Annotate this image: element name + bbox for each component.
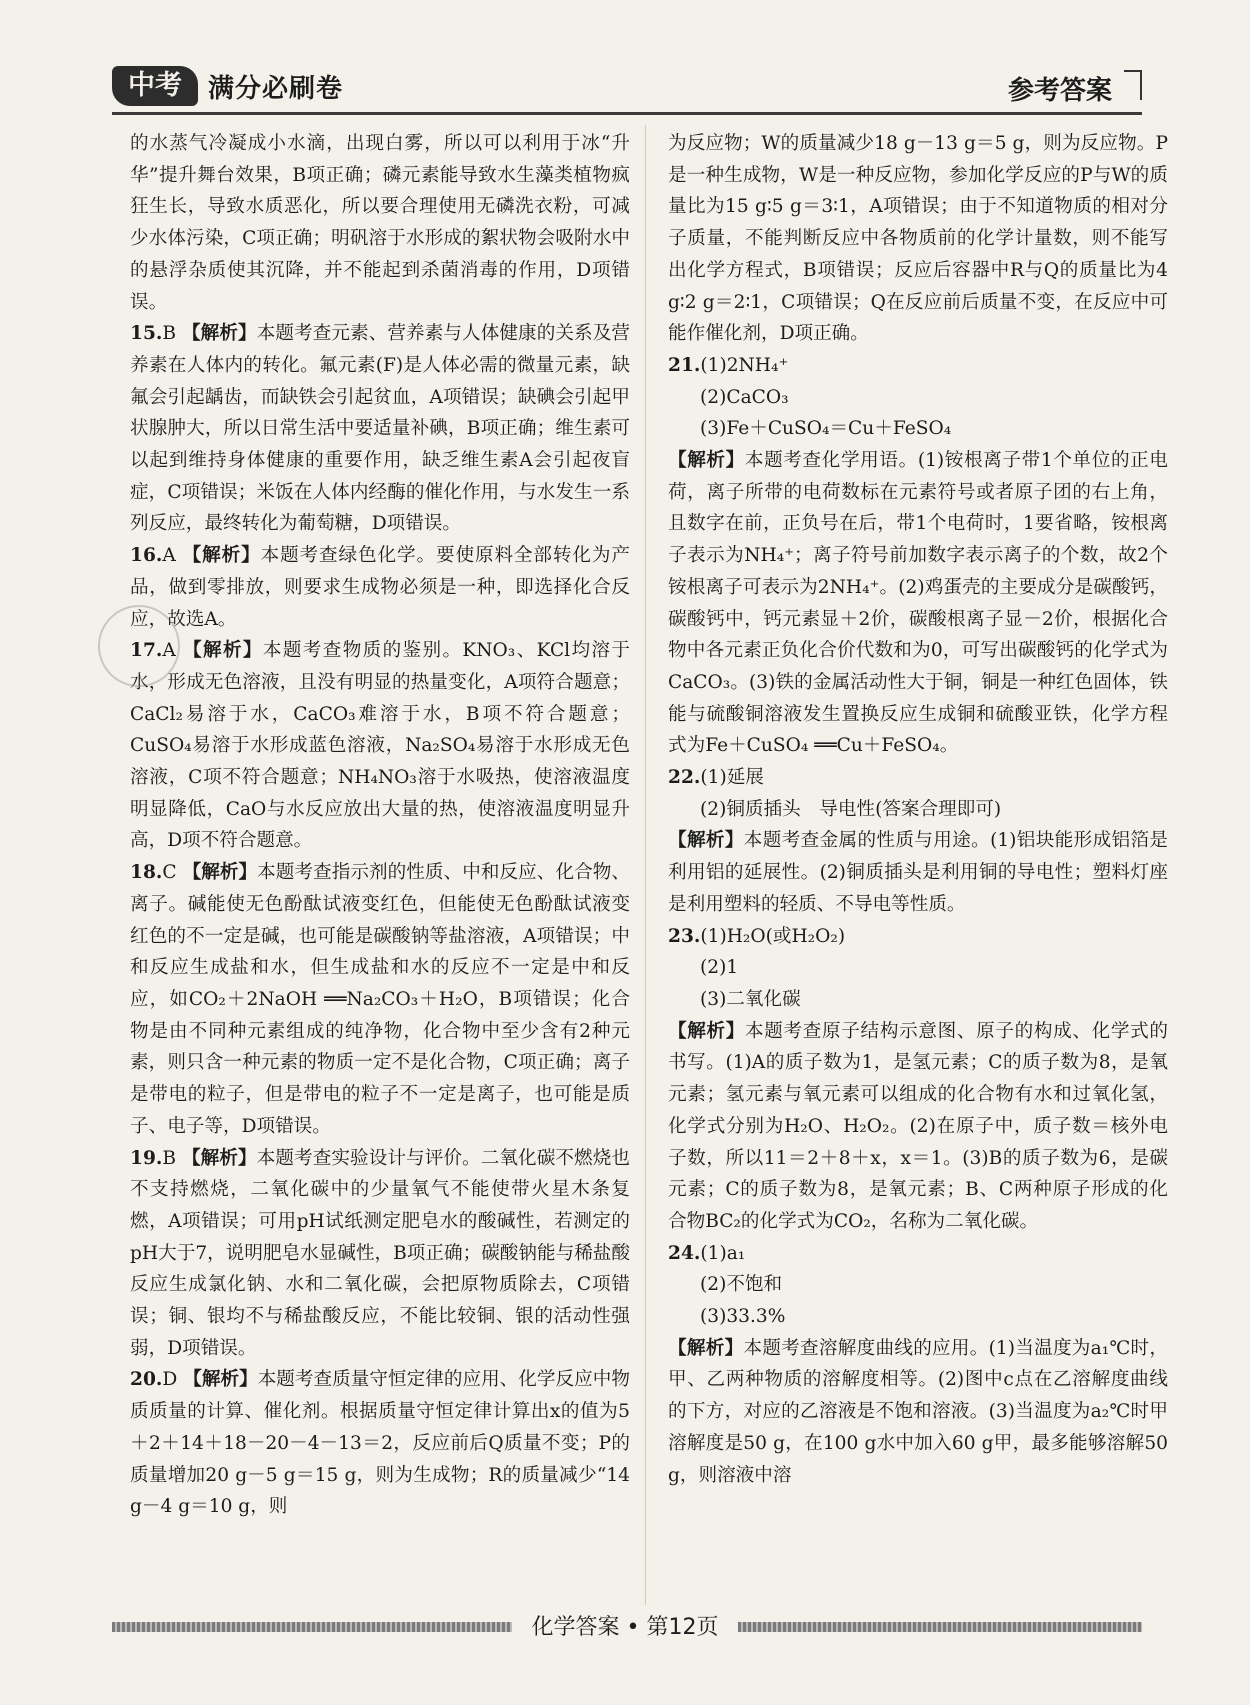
answer-23 (668, 921, 1168, 953)
analysis-text: 本题考查化学用语。(1)铵根离子带1个单位的正电荷，离子所带的电荷数标在元素符号或者原子团的右上角，且数字在前，正负号在后，带1个电荷时，1要省略，铵根离子表示为NH₄⁺；离子符号前加数字表示离子的个数，故2个铵根离子可表示为2NH₄⁺。(2)鸡蛋壳的主要成分是碳酸钙，碳酸钙中，钙元素显＋2价，碳酸根离子显－2价，根据化合物中各元素正负化合价代数和为0，可写出碳酸钙的化学式为CaCO₃。(3)铁的金属活动性大于铜，铜是一种红色固体，铁能与硫酸铜溶液发生置换反应生成铜和硫酸亚铁，化学方程式为Fe＋CuSO₄ ══Cu＋FeSO₄。 (668, 450, 1168, 757)
answer-19 (130, 1143, 630, 1365)
answer-line: (1)2NH₄⁺ (700, 354, 789, 376)
answer-line: (2)CaCO₃ (700, 386, 789, 408)
analysis-label: 【解析】 (668, 1020, 746, 1042)
answer-line: (3)二氧化碳 (700, 988, 801, 1010)
question-number: 21. (668, 354, 701, 376)
analysis-text: 本题考查物质的鉴别。KNO₃、KCl均溶于水，形成无色溶液，且没有明显的热量变化，A项符合题意；CaCl₂易溶于水，CaCO₃难溶于水，B项不符合题意；CuSO₄易溶于水形成蓝色溶液，Na₂SO₄易溶于水形成无色溶液，C项不符合题意；NH₄NO₃溶于水吸热，使溶液温度明显降低，CaO与水反应放出大量的热，使溶液温度明显升高，D项不符合题意。 (130, 640, 630, 852)
analysis-label: 【解析】 (668, 830, 744, 852)
analysis-text: 本题考查实验设计与评价。二氧化碳不燃烧也不支持燃烧，二氧化碳中的少量氧气不能使带火星木条复燃，A项错误；可用pH试纸测定肥皂水的酸碱性，若测定的pH大于7，说明肥皂水显碱性，B项正确；碳酸钠能与稀盐酸反应生成氯化钠、水和二氧化碳，会把原物质除去，C项错误；铜、银均不与稀盐酸反应，不能比较铜、银的活动性强弱，D项错误。 (130, 1147, 630, 1359)
page-footer: 化学答案 • 第12页 (531, 1615, 719, 1640)
answer-20 (130, 1364, 630, 1523)
question-number: 18. (130, 862, 163, 884)
answer-line: (2)1 (700, 957, 739, 979)
analysis-21 (668, 445, 1168, 762)
answer-16 (130, 540, 630, 635)
question-number: 24. (668, 1242, 701, 1264)
analysis-label: 【解析】 (182, 862, 258, 884)
answer-line: (2)铜质插头 导电性(答案合理即可) (700, 798, 1002, 820)
answer-17 (130, 635, 630, 857)
analysis-22 (668, 825, 1168, 920)
answer-24 (668, 1238, 1168, 1270)
analysis-text: 本题考查指示剂的性质、中和反应、化合物、离子。碱能使无色酚酞试液变红色，但能使无色酚酞试液变红色的不一定是碱，也可能是碳酸钠等盐溶液，A项错误；中和反应生成盐和水，但生成盐和水的反应不一定是中和反应，如CO₂＋2NaOH ══Na₂CO₃＋H₂O，B项错误；化合物是由不同种元素组成的纯净物，化合物中至少含有2种元素，则只含一种元素的物质一定不是化合物，C项正确；离子是带电的粒子，但是带电的粒子不一定是离子，也可能是质子、电子等，D项错误。 (130, 862, 630, 1137)
analysis-label: 【解析】 (668, 450, 745, 472)
analysis-text: 本题考查金属的性质与用途。(1)铝块能形成铝箔是利用铝的延展性。(2)铜质插头是利用铜的导电性；塑料灯座是利用塑料的轻质、不导电等性质。 (668, 830, 1168, 915)
answer-line: (3)Fe＋CuSO₄＝Cu＋FeSO₄ (700, 418, 952, 440)
footer-bar-right (738, 1622, 1142, 1632)
column-divider (645, 125, 646, 1605)
answer-choice: B (162, 1147, 177, 1169)
analysis-24 (668, 1333, 1168, 1492)
left-column (130, 128, 630, 1523)
corner-bracket-icon (1124, 70, 1142, 100)
question-number: 16. (130, 545, 163, 567)
footer-bar-left (112, 1622, 512, 1632)
question-number: 22. (668, 767, 701, 789)
question-number: 20. (130, 1369, 163, 1391)
answer-21 (668, 350, 1168, 382)
answer-18 (130, 857, 630, 1142)
answer-22 (668, 762, 1168, 794)
analysis-text: 本题考查元素、营养素与人体健康的关系及营养素在人体内的转化。氟元素(F)是人体必需的微量元素，缺氟会引起龋齿，而缺铁会引起贫血，A项错误；缺碘会引起甲状腺肿大，所以日常生活中要适量补碘，B项正确；维生素可以起到维持身体健康的重要作用，缺乏维生素A会引起夜盲症，C项错误；米饭在人体内经酶的催化作用，与水发生一系列反应，最终转化为葡萄糖，D项错误。 (130, 323, 630, 535)
section-title: 参考答案 (1007, 76, 1112, 106)
book-title: 满分必刷卷 (208, 74, 344, 104)
question-number: 17. (130, 640, 163, 662)
analysis-label: 【解析】 (183, 640, 263, 662)
analysis-text: 本题考查质量守恒定律的应用、化学反应中物质质量的计算、催化剂。根据质量守恒定律计算出x的值为5＋2＋14＋18－20－4－13＝2，反应前后Q质量不变；P的质量增加20 g－5 g＝15 g，则为生成物；R的质量减少“14 g－4 g＝10 g，则 (130, 1369, 630, 1518)
answer-choice: B (162, 323, 177, 345)
answer-15 (130, 318, 630, 540)
right-column (668, 128, 1168, 1491)
analysis-text: 本题考查原子结构示意图、原子的构成、化学式的书写。(1)A的质子数为1，是氢元素；C的质子数为8，是氧元素；氢元素与氧元素可以组成的化合物有水和过氧化氢，化学式分别为H₂O、H₂O₂。(2)在原子中，质子数＝核外电子数，所以11＝2＋8＋x，x＝1。(3)B的质子数为6，是碳元素；C的质子数为8，是氧元素；B、C两种原子形成的化合物BC₂的化学式为CO₂，名称为二氧化碳。 (668, 1020, 1168, 1232)
continued-paragraph: 为反应物；W的质量减少18 g－13 g＝5 g，则为反应物。P是一种生成物，W是一种反应物，参加化学反应的P与W的质量比为15 g∶5 g＝3∶1，A项错误；由于不知道物质的相对分子质量，不能判断反应中各物质前的化学计量数，则不能写出化学方程式，B项错误；反应后容器中R与Q的质量比为4 g∶2 g＝2∶1，C项错误；Q在反应前后质量不变，在反应中可能作催化剂，D项正确。 (668, 133, 1168, 345)
answer-choice: A (162, 545, 176, 567)
answer-line: (1)a₁ (700, 1242, 746, 1264)
analysis-23 (668, 1016, 1168, 1238)
analysis-label: 【解析】 (183, 1369, 258, 1391)
page-header (112, 62, 1142, 110)
analysis-label: 【解析】 (668, 1337, 744, 1359)
question-number: 23. (668, 925, 701, 947)
answer-line: (1)H₂O(或H₂O₂) (700, 925, 846, 947)
answer-choice: D (162, 1369, 178, 1391)
answer-line: (2)不饱和 (700, 1274, 783, 1296)
header-divider (112, 112, 1142, 115)
brand-logo: 中考 (112, 66, 198, 106)
analysis-label: 【解析】 (182, 1147, 257, 1169)
continued-paragraph: 的水蒸气冷凝成小水滴，出现白雾，所以可以利用于冰“升华”提升舞台效果，B项正确；磷元素能导致水生藻类植物疯狂生长，导致水质恶化，所以要合理使用无磷洗衣粉，可减少水体污染，C项正确；明矾溶于水形成的絮状物会吸附水中的悬浮杂质使其沉降，并不能起到杀菌消毒的作用，D项错误。 (130, 133, 630, 313)
analysis-text: 本题考查溶解度曲线的应用。(1)当温度为a₁℃时，甲、乙两种物质的溶解度相等。(2)图中c点在乙溶解度曲线的下方，对应的乙溶液是不饱和溶液。(3)当温度为a₂℃时甲溶解度是50 g，在100 g水中加入60 g甲，最多能够溶解50 g，则溶液中溶 (668, 1337, 1168, 1486)
question-number: 19. (130, 1147, 163, 1169)
question-number: 15. (130, 323, 163, 345)
analysis-text: 本题考查绿色化学。要使原料全部转化为产品，做到零排放，则要求生成物必须是一种，即选择化合反应，故选A。 (130, 545, 630, 630)
answer-choice: C (162, 862, 177, 884)
analysis-label: 【解析】 (182, 545, 261, 567)
answer-choice: A (162, 640, 176, 662)
answer-line: (3)33.3% (700, 1306, 786, 1328)
analysis-label: 【解析】 (182, 323, 257, 345)
answer-line: (1)延展 (700, 767, 764, 789)
